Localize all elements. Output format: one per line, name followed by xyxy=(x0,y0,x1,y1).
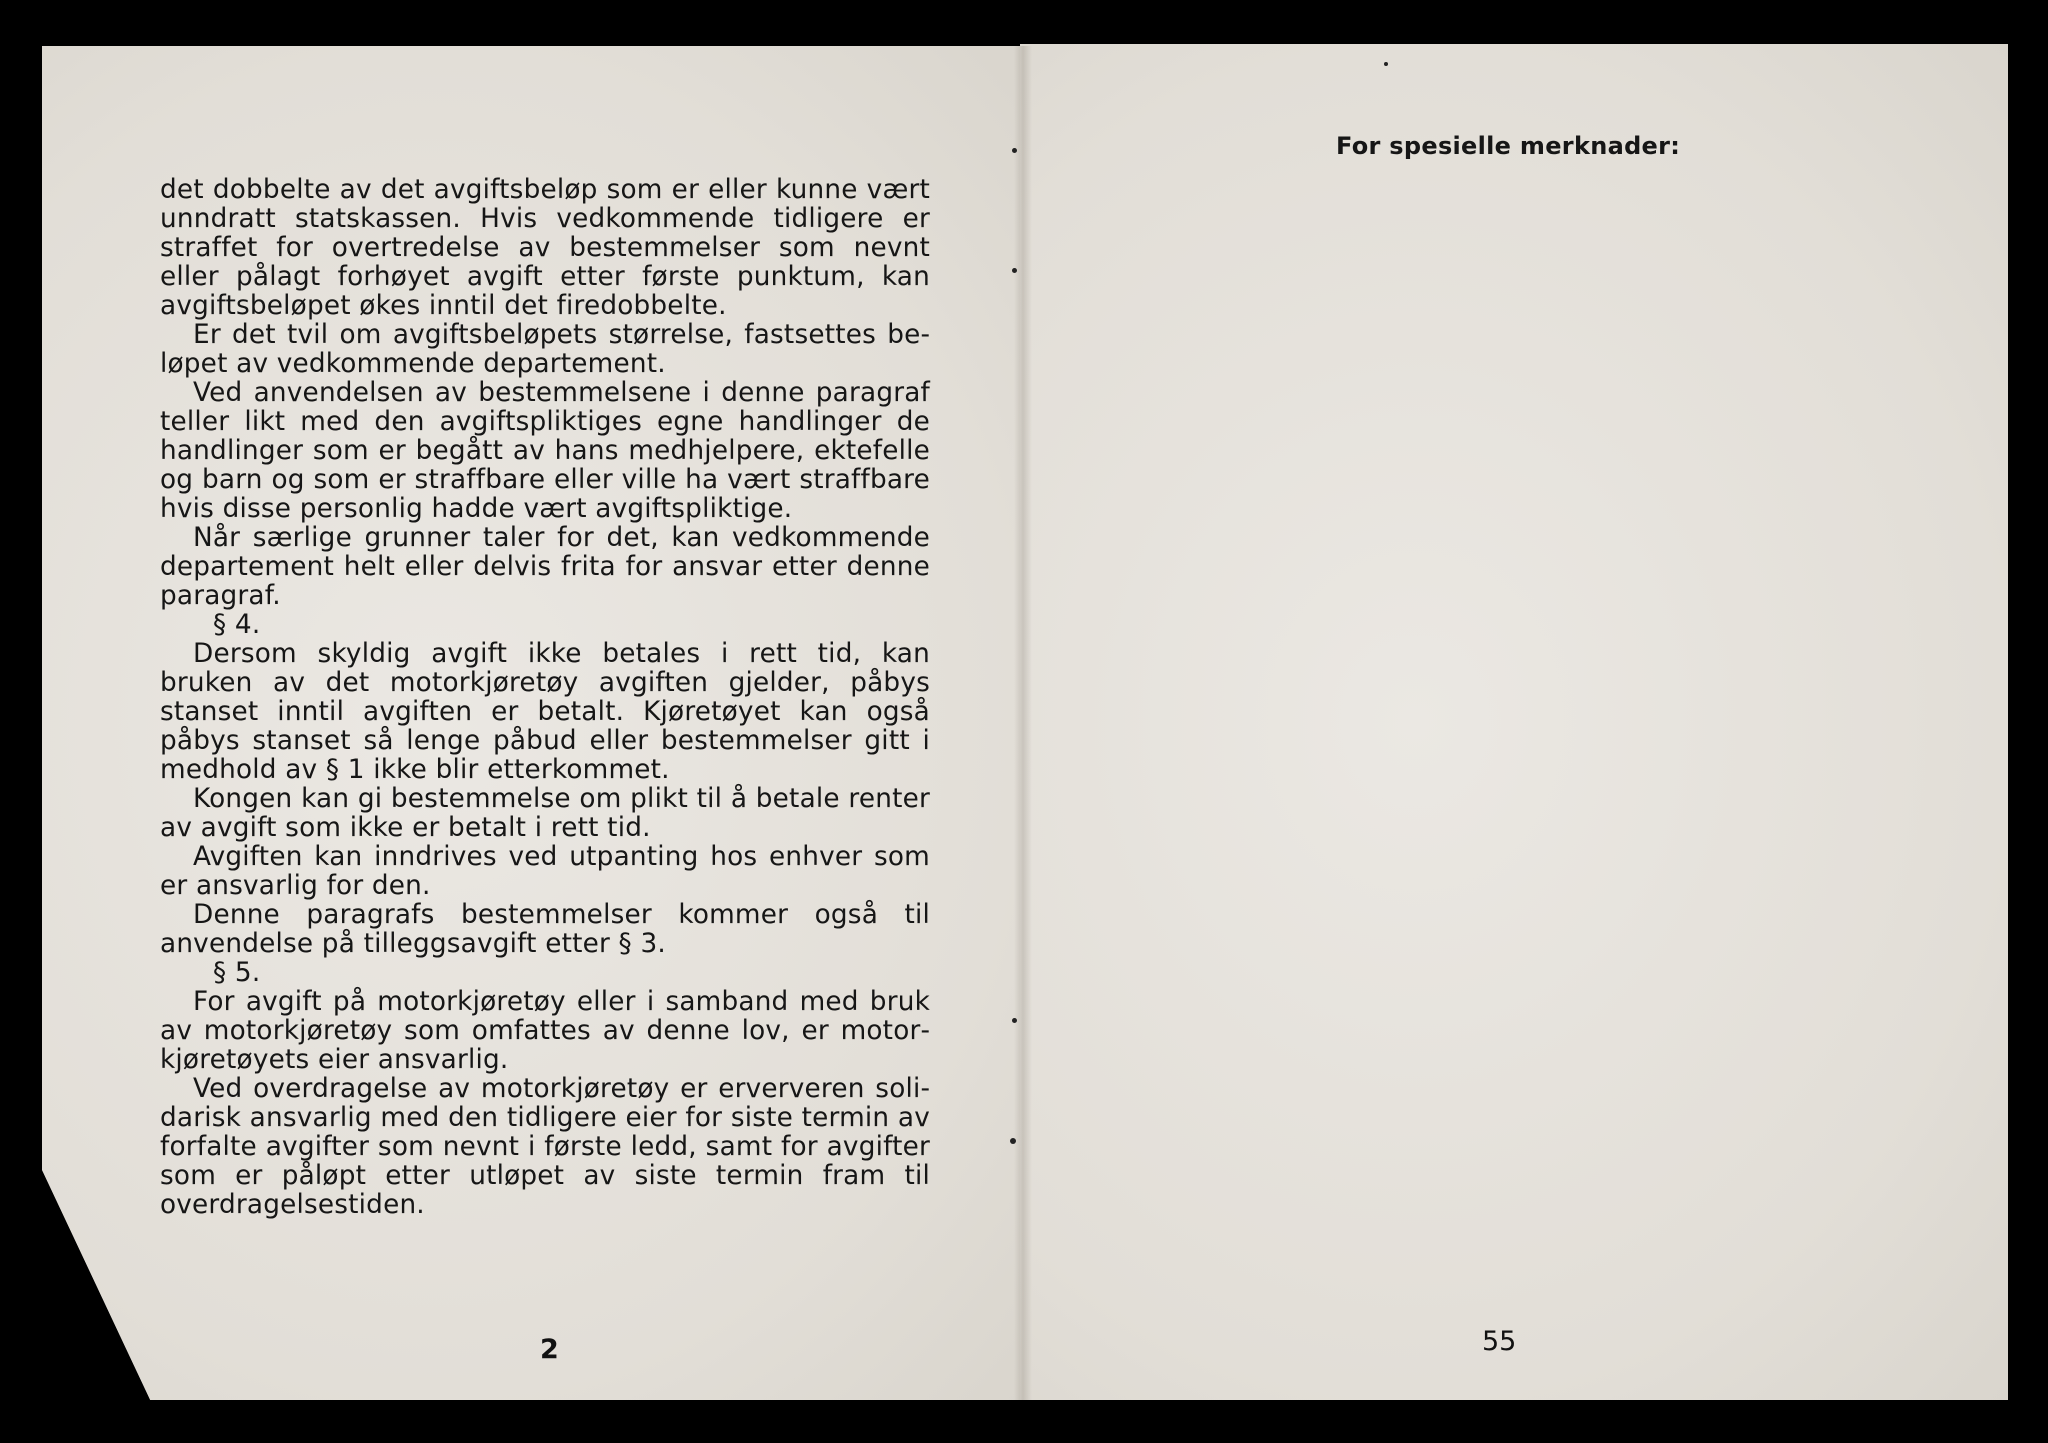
paragraph: For avgift på motorkjøretøy eller i samband med bruk av motorkjøretøy som omfattes av denne lov, er motorkjøretøyets eier ansvarlig. xyxy=(160,987,930,1075)
paragraph: Når særlige grunner taler for det, kan vedkommende departement helt eller delvis frita for ansvar etter denne paragraf. xyxy=(160,523,930,611)
binding-hole xyxy=(1012,1018,1017,1023)
binding-hole xyxy=(1012,148,1017,153)
page-fold xyxy=(1014,46,1032,1400)
ink-speck xyxy=(1384,62,1388,66)
right-page-number: 55 xyxy=(1482,1326,1517,1357)
binding-hole xyxy=(1010,1138,1016,1144)
paragraph: Er det tvil om avgiftsbeløpets størrelse, fastsettes beløpet av vedkommende departement. xyxy=(160,320,930,379)
binding-hole xyxy=(1012,268,1017,273)
right-page xyxy=(1020,44,2008,1400)
left-page-body xyxy=(160,176,930,1220)
paragraph: Denne paragrafs bestemmelser kommer også til anvendelse på tilleggsavgift etter § 3. xyxy=(160,900,930,959)
paragraph: det dobbelte av det avgiftsbeløp som er eller kunne vært unndratt statskassen. Hvis vedkommende tidligere er straffet for overtredelse av bestemmelser som nevnt eller pålagt forhøyet avgift etter første punktum, kan avgiftsbeløpet økes inntil det firedobbelte. xyxy=(160,175,930,321)
paragraph: Ved anvendelsen av bestemmelsene i denne paragraf teller likt med den avgiftspliktiges egne handlinger de handlinger som er begått av hans medhjelpere, ektefelle og barn og som er straffbare eller ville ha vært straffbare hvis disse personlig hadde vært avgiftspliktige. xyxy=(160,378,930,524)
left-page-number: 2 xyxy=(540,1334,559,1365)
paragraph: Avgiften kan inndrives ved utpanting hos enhver som er ansvarlig for den. xyxy=(160,842,930,901)
paragraph: Kongen kan gi bestemmelse om plikt til å betale renter av avgift som ikke er betalt i rett tid. xyxy=(160,784,930,843)
right-page-heading: For spesielle merknader: xyxy=(1336,132,1681,160)
paragraph: Dersom skyldig avgift ikke betales i rett tid, kan bruken av det motorkjøretøy avgiften gjelder, påbys stanset inntil avgiften er betalt. Kjøretøyet kan også påbys stanset så lenge påbud eller bestemmelser gitt i medhold av § 1 ikke blir etterkommet. xyxy=(160,639,930,785)
section-4-heading: § 4. xyxy=(213,610,261,640)
section-5-heading: § 5. xyxy=(213,958,261,988)
paragraph: Ved overdragelse av motorkjøretøy er erververen solidarisk ansvarlig med den tidligere eier for siste termin av forfalte avgifter som nevnt i første ledd, samt for avgifter som er påløpt etter utløpet av siste termin fram til overdragelsestiden. xyxy=(160,1074,930,1220)
